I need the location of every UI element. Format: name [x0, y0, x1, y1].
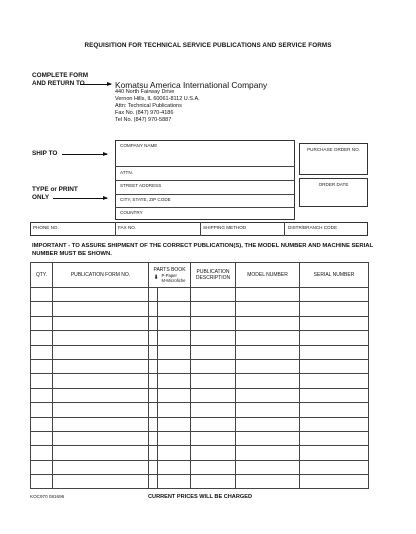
city-state-zip-field[interactable]: CITY, STATE, ZIP CODE	[120, 197, 171, 202]
table-row	[31, 475, 369, 489]
arrow-down-icon: ⬇	[153, 275, 159, 281]
table-row	[31, 316, 369, 330]
parts-book-p-cell[interactable]	[149, 316, 158, 330]
qty-cell[interactable]	[31, 403, 53, 417]
prices-note: CURRENT PRICES WILL BE CHARGED	[148, 494, 253, 500]
table-row	[31, 288, 369, 302]
qty-cell[interactable]	[31, 288, 53, 302]
table-row	[31, 331, 369, 345]
divider	[284, 222, 285, 236]
model-cell[interactable]	[236, 475, 300, 489]
description-cell[interactable]	[191, 475, 236, 489]
parts-book-p-cell[interactable]	[149, 359, 158, 373]
form-no-cell[interactable]	[53, 359, 149, 373]
street-address-field[interactable]: STREET ADDRESS	[120, 183, 162, 188]
return-arrow-icon	[80, 84, 111, 85]
parts-book-m-cell[interactable]	[158, 417, 191, 431]
col-description: PUBLICATION DESCRIPTION	[191, 263, 236, 288]
qty-cell[interactable]	[31, 460, 53, 474]
parts-book-p-cell[interactable]	[149, 388, 158, 402]
table-row	[31, 302, 369, 316]
type-print-label: TYPE or PRINT ONLY	[32, 186, 78, 201]
description-cell[interactable]	[191, 431, 236, 445]
company-address	[115, 89, 200, 124]
attn-field[interactable]: ATTN.	[120, 170, 133, 175]
description-cell[interactable]	[191, 417, 236, 431]
qty-cell[interactable]	[31, 417, 53, 431]
address-line: Vernon Hills, IL 60061-8112 U.S.A.	[115, 96, 200, 102]
form-no-cell[interactable]	[53, 460, 149, 474]
important-notice: IMPORTANT - TO ASSURE SHIPMENT OF THE CORRECT PUBLICATION(S), THE MODEL NUMBER AND MACHINE SERIAL NUMBER MUST BE SHOWN.	[32, 243, 374, 257]
company-name-field[interactable]: COMPANY NAME	[120, 143, 158, 148]
form-no-cell[interactable]	[53, 446, 149, 460]
qty-cell[interactable]	[31, 374, 53, 388]
description-cell[interactable]	[191, 316, 236, 330]
form-no-cell[interactable]	[53, 403, 149, 417]
model-cell[interactable]	[236, 374, 300, 388]
table-header-row	[31, 263, 369, 288]
form-no-cell[interactable]	[53, 288, 149, 302]
form-no-cell[interactable]	[53, 431, 149, 445]
parts-book-m-cell[interactable]	[158, 302, 191, 316]
parts-book-m-cell[interactable]	[158, 359, 191, 373]
divider	[115, 194, 295, 195]
ship-to-label: SHIP TO	[32, 150, 58, 157]
parts-book-p-cell[interactable]	[149, 345, 158, 359]
serial-cell[interactable]	[300, 460, 369, 474]
parts-book-p-cell[interactable]	[149, 374, 158, 388]
fax-field[interactable]: FAX NO.	[118, 225, 137, 230]
model-cell[interactable]	[236, 302, 300, 316]
table-row	[31, 446, 369, 460]
divider	[115, 180, 295, 181]
description-cell[interactable]	[191, 374, 236, 388]
parts-book-m-cell[interactable]	[158, 331, 191, 345]
description-cell[interactable]	[191, 331, 236, 345]
description-cell[interactable]	[191, 446, 236, 460]
serial-cell[interactable]	[300, 331, 369, 345]
qty-cell[interactable]	[31, 316, 53, 330]
table-row	[31, 374, 369, 388]
parts-book-p-cell[interactable]	[149, 302, 158, 316]
serial-cell[interactable]	[300, 302, 369, 316]
serial-cell[interactable]	[300, 475, 369, 489]
description-cell[interactable]	[191, 403, 236, 417]
address-line: 440 North Fairway Drive	[115, 89, 175, 95]
qty-cell[interactable]	[31, 388, 53, 402]
table-row	[31, 403, 369, 417]
parts-book-m-cell[interactable]	[158, 288, 191, 302]
qty-cell[interactable]	[31, 431, 53, 445]
col-qty: QTY.	[31, 263, 53, 288]
model-cell[interactable]	[236, 417, 300, 431]
form-no-cell[interactable]	[53, 345, 149, 359]
parts-book-p-cell[interactable]	[149, 288, 158, 302]
form-no-cell[interactable]	[53, 388, 149, 402]
parts-book-m-cell[interactable]	[158, 403, 191, 417]
model-cell[interactable]	[236, 345, 300, 359]
qty-cell[interactable]	[31, 475, 53, 489]
model-cell[interactable]	[236, 316, 300, 330]
qty-cell[interactable]	[31, 302, 53, 316]
description-cell[interactable]	[191, 359, 236, 373]
parts-book-m-cell[interactable]	[158, 316, 191, 330]
description-cell[interactable]	[191, 345, 236, 359]
serial-cell[interactable]	[300, 446, 369, 460]
form-title: REQUISITION FOR TECHNICAL SERVICE PUBLICATIONS AND SERVICE FORMS	[84, 42, 332, 49]
parts-book-p-cell[interactable]	[149, 431, 158, 445]
divider	[115, 207, 295, 208]
col-parts-book: PARTS BOOK ⬇ P-Paper M-Microfiche	[149, 263, 191, 288]
serial-cell[interactable]	[300, 345, 369, 359]
purchase-order-box[interactable]: PURCHASE ORDER NO.	[299, 143, 368, 175]
table-row	[31, 417, 369, 431]
serial-cell[interactable]	[300, 417, 369, 431]
serial-cell[interactable]	[300, 388, 369, 402]
parts-book-p-cell[interactable]	[149, 417, 158, 431]
parts-book-m-cell[interactable]	[158, 431, 191, 445]
parts-book-m-cell[interactable]	[158, 460, 191, 474]
order-table	[30, 262, 369, 489]
description-cell[interactable]	[191, 460, 236, 474]
model-cell[interactable]	[236, 460, 300, 474]
table-row	[31, 359, 369, 373]
distr-branch-field[interactable]: DISTR/BRANCH CODE	[288, 225, 338, 230]
qty-cell[interactable]	[31, 359, 53, 373]
parts-book-m-cell[interactable]	[158, 345, 191, 359]
phone-field[interactable]: PHONE NO.	[33, 225, 59, 230]
qty-cell[interactable]	[31, 331, 53, 345]
parts-book-p-cell[interactable]	[149, 475, 158, 489]
form-code: KOC970 081696	[30, 494, 65, 499]
divider	[200, 222, 201, 236]
parts-book-p-cell[interactable]	[149, 331, 158, 345]
model-cell[interactable]	[236, 403, 300, 417]
form-no-cell[interactable]	[53, 302, 149, 316]
description-cell[interactable]	[191, 388, 236, 402]
model-cell[interactable]	[236, 359, 300, 373]
qty-cell[interactable]	[31, 446, 53, 460]
table-row	[31, 431, 369, 445]
address-line: Fax No. (847) 970-4186	[115, 110, 174, 116]
address-line: Tel No. (847) 970-5887	[115, 117, 172, 123]
parts-book-p-cell[interactable]	[149, 460, 158, 474]
serial-cell[interactable]	[300, 316, 369, 330]
table-row	[31, 388, 369, 402]
parts-book-m-cell[interactable]	[158, 475, 191, 489]
address-line: Attn: Technical Publications	[115, 103, 182, 109]
country-field[interactable]: COUNTRY	[120, 210, 143, 215]
order-date-box[interactable]: ORDER DATE	[299, 178, 368, 207]
model-cell[interactable]	[236, 446, 300, 460]
ship-to-arrow-icon	[62, 154, 107, 155]
model-cell[interactable]	[236, 431, 300, 445]
form-no-cell[interactable]	[53, 417, 149, 431]
col-form-no: PUBLICATION FORM NO.	[53, 263, 149, 288]
serial-cell[interactable]	[300, 403, 369, 417]
col-serial: SERIAL NUMBER	[300, 263, 369, 288]
divider	[115, 166, 295, 167]
serial-cell[interactable]	[300, 359, 369, 373]
parts-book-m-cell[interactable]	[158, 388, 191, 402]
company-name: Komatsu America International Company	[115, 80, 268, 90]
qty-cell[interactable]	[31, 345, 53, 359]
table-row	[31, 460, 369, 474]
serial-cell[interactable]	[300, 374, 369, 388]
model-cell[interactable]	[236, 288, 300, 302]
model-cell[interactable]	[236, 388, 300, 402]
form-no-cell[interactable]	[53, 316, 149, 330]
parts-book-p-cell[interactable]	[149, 403, 158, 417]
complete-form-label: COMPLETE FORM AND RETURN TO	[32, 72, 89, 87]
description-cell[interactable]	[191, 302, 236, 316]
form-no-cell[interactable]	[53, 331, 149, 345]
serial-cell[interactable]	[300, 288, 369, 302]
description-cell[interactable]	[191, 288, 236, 302]
parts-book-p-cell[interactable]	[149, 446, 158, 460]
shipping-method-field[interactable]: SHIPPING METHOD	[203, 225, 247, 230]
model-cell[interactable]	[236, 331, 300, 345]
serial-cell[interactable]	[300, 431, 369, 445]
form-no-cell[interactable]	[53, 374, 149, 388]
parts-book-m-cell[interactable]	[158, 446, 191, 460]
parts-book-m-cell[interactable]	[158, 374, 191, 388]
table-row	[31, 345, 369, 359]
form-no-cell[interactable]	[53, 475, 149, 489]
col-model: MODEL NUMBER	[236, 263, 300, 288]
type-print-arrow-icon	[53, 198, 107, 199]
divider	[115, 222, 116, 236]
